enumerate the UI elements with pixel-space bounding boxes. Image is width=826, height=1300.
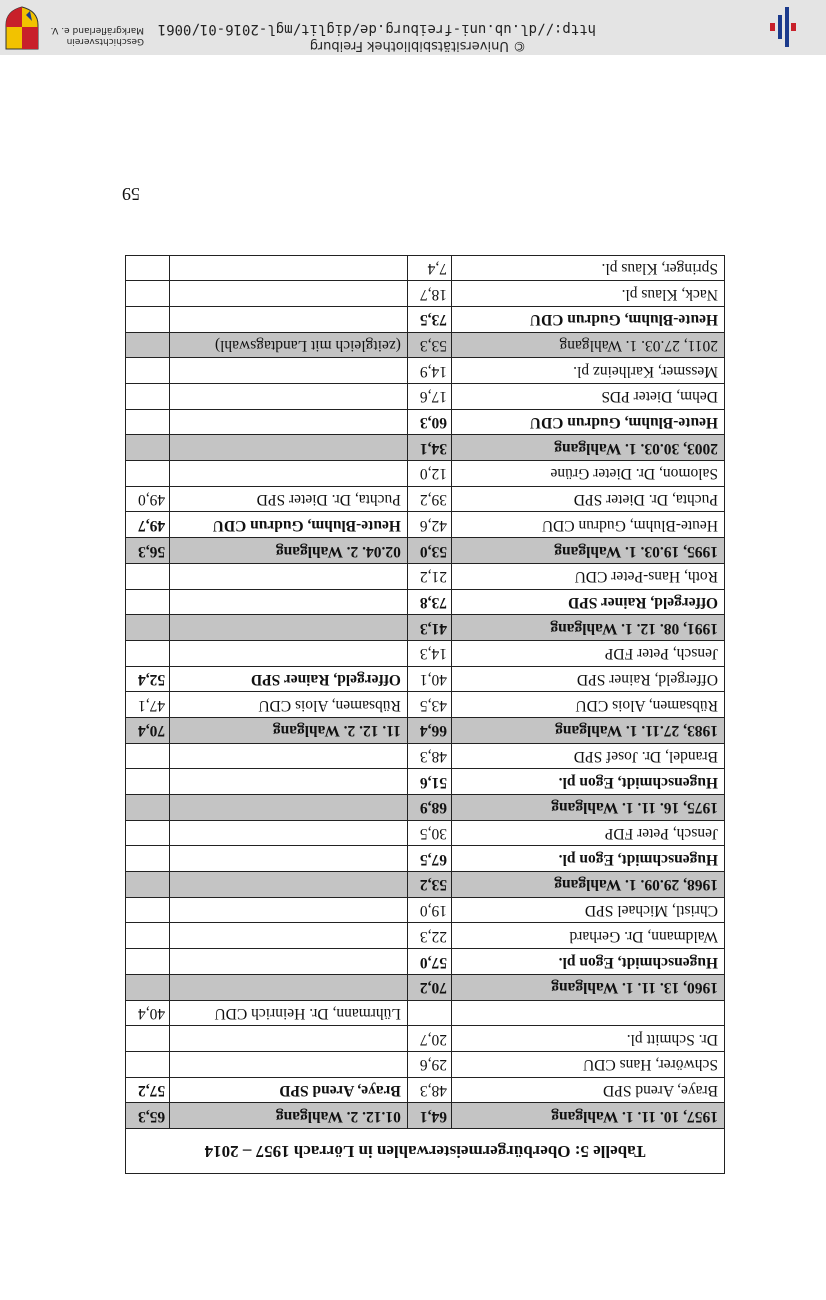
candidate-or-round-cell: Messmer, Karlheinz pl. xyxy=(452,358,725,384)
second-round-candidate-cell: 11. 12. 2. Wahlgang xyxy=(170,718,408,744)
election-header-row xyxy=(126,795,725,821)
percent-cell: 43,5 xyxy=(407,692,451,718)
candidate-row xyxy=(126,1051,725,1077)
candidate-row xyxy=(126,743,725,769)
second-percent-cell xyxy=(126,1026,170,1052)
candidate-or-round-cell: Brandel, Dr. Josef SPD xyxy=(452,743,725,769)
percent-cell: 14,3 xyxy=(407,640,451,666)
election-header-row xyxy=(126,332,725,358)
election-header-row xyxy=(126,615,725,641)
percent-cell: 19,0 xyxy=(407,897,451,923)
second-percent-cell xyxy=(126,974,170,1000)
second-percent-cell xyxy=(126,846,170,872)
source-url[interactable]: http://dl.ub.uni-freiburg.de/diglit/mgl-2016-01/0061 xyxy=(157,21,596,37)
candidate-or-round-cell: Offergeld, Rainer SPD xyxy=(452,589,725,615)
second-round-candidate-cell xyxy=(170,640,408,666)
second-percent-cell: 70,4 xyxy=(126,718,170,744)
election-results-table xyxy=(125,255,725,1174)
candidate-or-round-cell: 2003, 30.03. 1. Wahlgang xyxy=(452,435,725,461)
candidate-row xyxy=(126,384,725,410)
percent-cell: 40,1 xyxy=(407,666,451,692)
percent-cell: 39,2 xyxy=(407,486,451,512)
percent-cell: 29,6 xyxy=(407,1051,451,1077)
second-percent-cell xyxy=(126,1051,170,1077)
percent-cell: 67,5 xyxy=(407,846,451,872)
second-round-candidate-cell xyxy=(170,1026,408,1052)
coat-of-arms-icon xyxy=(4,5,40,51)
candidate-row xyxy=(126,666,725,692)
organization-name xyxy=(44,24,144,46)
second-round-candidate-cell: Offergeld, Rainer SPD xyxy=(170,666,408,692)
candidate-or-round-cell: Springer, Klaus pl. xyxy=(452,255,725,281)
second-round-candidate-cell: Lührmann, Dr. Heinrich CDU xyxy=(170,1000,408,1026)
percent-cell: 42,6 xyxy=(407,512,451,538)
org-line-1: Geschichtsverein xyxy=(66,36,144,46)
second-percent-cell xyxy=(126,743,170,769)
candidate-row xyxy=(126,692,725,718)
second-round-candidate-cell xyxy=(170,949,408,975)
candidate-or-round-cell: Heute-Bluhm, Gudrun CDU xyxy=(452,409,725,435)
candidate-row xyxy=(126,255,725,281)
candidate-row xyxy=(126,949,725,975)
second-percent-cell: 65,3 xyxy=(126,1103,170,1129)
percent-cell: 18,7 xyxy=(407,281,451,307)
candidate-or-round-cell: 1983, 27.11. 1. Wahlgang xyxy=(452,718,725,744)
second-percent-cell xyxy=(126,820,170,846)
second-round-candidate-cell xyxy=(170,769,408,795)
candidate-row xyxy=(126,1026,725,1052)
second-percent-cell xyxy=(126,949,170,975)
candidate-row xyxy=(126,923,725,949)
second-percent-cell xyxy=(126,615,170,641)
percent-cell: 53,0 xyxy=(407,538,451,564)
second-percent-cell xyxy=(126,461,170,487)
candidate-or-round-cell: Puchta, Dr. Dieter SPD xyxy=(452,486,725,512)
second-round-candidate-cell xyxy=(170,307,408,333)
second-round-candidate-cell xyxy=(170,255,408,281)
second-round-candidate-cell xyxy=(170,461,408,487)
candidate-or-round-cell: Braye, Arend SPD xyxy=(452,1077,725,1103)
candidate-or-round-cell: 1968, 29.09. 1. Wahlgang xyxy=(452,872,725,898)
percent-cell: 66,4 xyxy=(407,718,451,744)
second-percent-cell: 49,0 xyxy=(126,486,170,512)
candidate-row xyxy=(126,512,725,538)
candidate-or-round-cell: 1991, 08. 12. 1. Wahlgang xyxy=(452,615,725,641)
candidate-or-round-cell: Waldmann, Dr. Gerhard xyxy=(452,923,725,949)
second-round-candidate-cell xyxy=(170,974,408,1000)
candidate-row xyxy=(126,897,725,923)
candidate-row xyxy=(126,486,725,512)
candidate-row xyxy=(126,461,725,487)
candidate-row xyxy=(126,281,725,307)
percent-cell: 14,9 xyxy=(407,358,451,384)
second-round-candidate-cell xyxy=(170,846,408,872)
second-round-candidate-cell: (zeitgleich mit Landtagswahl) xyxy=(170,332,408,358)
second-round-candidate-cell xyxy=(170,435,408,461)
second-percent-cell xyxy=(126,589,170,615)
second-round-candidate-cell xyxy=(170,409,408,435)
second-round-candidate-cell xyxy=(170,795,408,821)
candidate-or-round-cell: 1957, 10. 11. 1. Wahlgang xyxy=(452,1103,725,1129)
second-round-candidate-cell: Puchta, Dr. Dieter SPD xyxy=(170,486,408,512)
candidate-or-round-cell: Heute-Bluhm, Gudrun CDU xyxy=(452,307,725,333)
university-library-logo-icon xyxy=(762,5,808,49)
candidate-or-round-cell: Christl, Michael SPD xyxy=(452,897,725,923)
page-number: 59 xyxy=(122,184,140,204)
second-percent-cell: 52,4 xyxy=(126,666,170,692)
candidate-or-round-cell: Dr. Schmitt pl. xyxy=(452,1026,725,1052)
candidate-or-round-cell: Jensch, Peter FDP xyxy=(452,640,725,666)
candidate-or-round-cell: Roth, Hans-Peter CDU xyxy=(452,563,725,589)
percent-cell: 12,0 xyxy=(407,461,451,487)
second-round-candidate-cell xyxy=(170,563,408,589)
second-round-candidate-cell xyxy=(170,358,408,384)
percent-cell: 51,6 xyxy=(407,769,451,795)
second-round-candidate-cell xyxy=(170,615,408,641)
second-percent-cell xyxy=(126,897,170,923)
second-percent-cell xyxy=(126,409,170,435)
second-percent-cell xyxy=(126,307,170,333)
second-percent-cell xyxy=(126,358,170,384)
candidate-or-round-cell: Hugenschmidt, Egon pl. xyxy=(452,949,725,975)
percent-cell: 53,2 xyxy=(407,872,451,898)
second-percent-cell xyxy=(126,872,170,898)
election-header-row xyxy=(126,718,725,744)
percent-cell: 60,3 xyxy=(407,409,451,435)
second-round-candidate-cell xyxy=(170,923,408,949)
election-header-row xyxy=(126,538,725,564)
election-header-row xyxy=(126,872,725,898)
second-round-candidate-cell xyxy=(170,897,408,923)
second-percent-cell xyxy=(126,769,170,795)
percent-cell: 57,0 xyxy=(407,949,451,975)
election-header-row xyxy=(126,435,725,461)
election-header-row xyxy=(126,974,725,1000)
candidate-or-round-cell: Salomon, Dr. Dieter Grüne xyxy=(452,461,725,487)
candidate-or-round-cell: Heute-Bluhm, Gudrun CDU xyxy=(452,512,725,538)
percent-cell: 64,1 xyxy=(407,1103,451,1129)
percent-cell: 7,4 xyxy=(407,255,451,281)
second-percent-cell xyxy=(126,281,170,307)
second-percent-cell: 49,7 xyxy=(126,512,170,538)
candidate-row xyxy=(126,589,725,615)
percent-cell: 30,5 xyxy=(407,820,451,846)
candidate-or-round-cell xyxy=(452,1000,725,1026)
second-percent-cell: 57,2 xyxy=(126,1077,170,1103)
candidate-row xyxy=(126,769,725,795)
percent-cell: 22,3 xyxy=(407,923,451,949)
percent-cell xyxy=(407,1000,451,1026)
candidate-row xyxy=(126,563,725,589)
candidate-row xyxy=(126,409,725,435)
second-round-candidate-cell: 01.12. 2. Wahlgang xyxy=(170,1103,408,1129)
second-percent-cell xyxy=(126,923,170,949)
second-round-candidate-cell xyxy=(170,589,408,615)
candidate-row xyxy=(126,1077,725,1103)
second-percent-cell: 56,3 xyxy=(126,538,170,564)
candidate-or-round-cell: Rübsamen, Alois CDU xyxy=(452,692,725,718)
candidate-or-round-cell: Offergeld, Rainer SPD xyxy=(452,666,725,692)
viewer-header-bar xyxy=(0,0,826,55)
percent-cell: 70,2 xyxy=(407,974,451,1000)
candidate-row xyxy=(126,1000,725,1026)
percent-cell: 48,3 xyxy=(407,743,451,769)
table-title: Tabelle 5: Oberbürgermeisterwahlen in Lörrach 1957 – 2014 xyxy=(126,1129,725,1174)
percent-cell: 34,1 xyxy=(407,435,451,461)
candidate-or-round-cell: Jensch, Peter FDP xyxy=(452,820,725,846)
second-percent-cell: 40,4 xyxy=(126,1000,170,1026)
percent-cell: 17,6 xyxy=(407,384,451,410)
percent-cell: 53,3 xyxy=(407,332,451,358)
copyright-text: © Universitätsbibliothek Freiburg xyxy=(309,38,526,53)
candidate-row xyxy=(126,820,725,846)
second-round-candidate-cell xyxy=(170,743,408,769)
second-round-candidate-cell: 02.04. 2. Wahlgang xyxy=(170,538,408,564)
second-round-candidate-cell: Heute-Bluhm, Gudrun CDU xyxy=(170,512,408,538)
candidate-row xyxy=(126,358,725,384)
second-round-candidate-cell xyxy=(170,872,408,898)
second-percent-cell xyxy=(126,795,170,821)
percent-cell: 41,3 xyxy=(407,615,451,641)
candidate-or-round-cell: 1995, 19.03. 1. Wahlgang xyxy=(452,538,725,564)
second-percent-cell: 47,1 xyxy=(126,692,170,718)
second-round-candidate-cell xyxy=(170,281,408,307)
second-percent-cell xyxy=(126,255,170,281)
percent-cell: 48,3 xyxy=(407,1077,451,1103)
second-percent-cell xyxy=(126,384,170,410)
candidate-or-round-cell: 2011, 27.03. 1. Wahlgang xyxy=(452,332,725,358)
second-round-candidate-cell xyxy=(170,820,408,846)
org-line-2: Markgräflerland e. V. xyxy=(50,25,144,35)
percent-cell: 73,8 xyxy=(407,589,451,615)
table-title-row xyxy=(126,1129,725,1174)
candidate-or-round-cell: 1975, 16. 11. 1. Wahlgang xyxy=(452,795,725,821)
percent-cell: 68,9 xyxy=(407,795,451,821)
percent-cell: 20,7 xyxy=(407,1026,451,1052)
second-percent-cell xyxy=(126,435,170,461)
candidate-or-round-cell: Hugenschmidt, Egon pl. xyxy=(452,846,725,872)
second-round-candidate-cell: Rübsamen, Alois CDU xyxy=(170,692,408,718)
candidate-row xyxy=(126,846,725,872)
second-percent-cell xyxy=(126,563,170,589)
second-percent-cell xyxy=(126,332,170,358)
candidate-or-round-cell: Dehm, Dieter PDS xyxy=(452,384,725,410)
election-header-row xyxy=(126,1103,725,1129)
second-round-candidate-cell xyxy=(170,384,408,410)
candidate-row xyxy=(126,640,725,666)
candidate-or-round-cell: Nack, Klaus pl. xyxy=(452,281,725,307)
candidate-or-round-cell: Hugenschmidt, Egon pl. xyxy=(452,769,725,795)
candidate-or-round-cell: 1960, 13. 11. 1. Wahlgang xyxy=(452,974,725,1000)
second-percent-cell xyxy=(126,640,170,666)
second-round-candidate-cell xyxy=(170,1051,408,1077)
second-round-candidate-cell: Braye, Arend SPD xyxy=(170,1077,408,1103)
candidate-or-round-cell: Schwörer, Hans CDU xyxy=(452,1051,725,1077)
percent-cell: 73,5 xyxy=(407,307,451,333)
percent-cell: 21,2 xyxy=(407,563,451,589)
candidate-row xyxy=(126,307,725,333)
